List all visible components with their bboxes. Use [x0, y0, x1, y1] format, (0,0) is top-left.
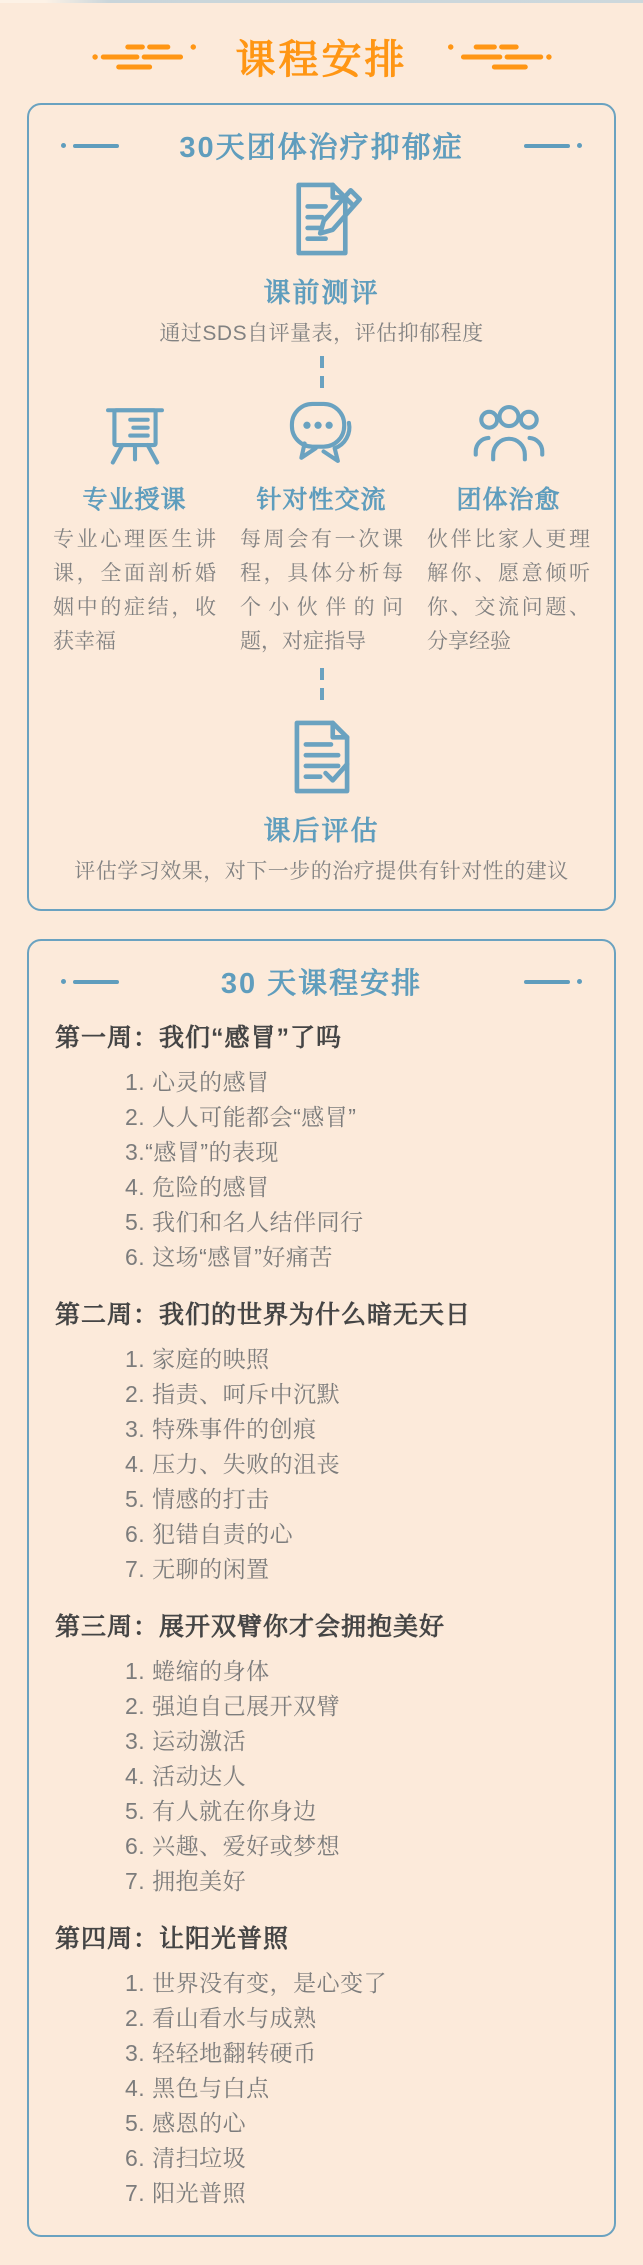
- document-check-icon: [279, 714, 365, 800]
- list-item: 2. 指责、呵斥中沉默: [125, 1381, 341, 1408]
- list-item: 5. 我们和名人结伴同行: [125, 1209, 364, 1236]
- document-pencil-icon: [279, 176, 365, 262]
- pillar-teaching: [53, 396, 216, 659]
- list-item: 3. 运动激活: [125, 1728, 247, 1755]
- week-4-list: [53, 1966, 590, 2211]
- list-item: 3. 轻轻地翻转硬币: [125, 2040, 317, 2067]
- list-item: 2. 强迫自己展开双臂: [125, 1693, 341, 1720]
- pre-assessment-title: 课前测评: [263, 278, 380, 308]
- list-item: 4. 活动达人: [125, 1763, 247, 1790]
- dash-dot-ornament-right: [524, 979, 582, 984]
- chat-bubbles-icon: [284, 396, 360, 472]
- week-3-list: [53, 1654, 590, 1899]
- list-item: 3. 特殊事件的创痕: [125, 1416, 317, 1443]
- pillars-row: [53, 396, 590, 659]
- dashed-connector: [320, 356, 324, 390]
- schedule-card-title-row: [53, 961, 590, 1002]
- list-item: 5. 情感的打击: [125, 1486, 270, 1513]
- week-2-heading: 第二周：我们的世界为什么暗无天日: [55, 1301, 472, 1330]
- list-item: 2. 看山看水与成熟: [125, 2005, 317, 2032]
- pre-assessment-step: [53, 170, 590, 347]
- pillar-teaching-title: 专业授课: [82, 486, 187, 514]
- week-4-heading: 第四周：让阳光普照: [55, 1925, 290, 1954]
- post-assessment-title: 课后评估: [263, 816, 380, 847]
- week-1-heading: 第一周：我们“感冒”了吗: [55, 1024, 343, 1053]
- list-item: 7. 无聊的闲置: [125, 1556, 270, 1583]
- list-item: 6. 清扫垃圾: [125, 2145, 247, 2172]
- dash-dot-ornament-left: [61, 143, 119, 148]
- list-item: 4. 压力、失败的沮丧: [125, 1451, 341, 1478]
- list-item: 5. 有人就在你身边: [125, 1798, 317, 1825]
- list-item: 6. 兴趣、爱好或梦想: [125, 1833, 341, 1860]
- therapy-card: [27, 103, 616, 911]
- pillar-group-healing-desc: 伙伴比家人更理解你、愿意倾听你、交流问题、分享经验: [427, 528, 590, 654]
- list-item: 1. 蜷缩的身体: [125, 1658, 270, 1685]
- list-item: 7. 拥抱美好: [125, 1868, 247, 1895]
- therapy-card-title: 30天团体治疗抑郁症: [179, 132, 464, 164]
- pillar-communication: [240, 396, 403, 659]
- pillar-communication-desc: 每周会有一次课程，具体分析每个小伙伴的问题，对症指导: [240, 528, 403, 654]
- pre-assessment-desc: 通过SDS自评量表，评估抑郁程度: [159, 322, 484, 345]
- cloud-ornament-icon: [442, 37, 554, 77]
- therapy-card-title-row: [53, 125, 590, 166]
- list-item: 6. 这场“感冒”好痛苦: [125, 1244, 333, 1271]
- dash-dot-ornament-left: [61, 979, 119, 984]
- list-item: 5. 感恩的心: [125, 2110, 247, 2137]
- list-item: 1. 家庭的映照: [125, 1346, 270, 1373]
- pillar-teaching-desc: 专业心理医生讲课，全面剖析婚姻中的症结，收获幸福: [53, 528, 216, 654]
- post-assessment-desc: 评估学习效果，对下一步的治疗提供有针对性的建议: [74, 860, 569, 884]
- list-item: 4. 黑色与白点: [125, 2075, 270, 2102]
- pillar-group-healing: [427, 396, 590, 659]
- list-item: 4. 危险的感冒: [125, 1174, 270, 1201]
- blackboard-icon: [97, 396, 173, 472]
- week-1-list: [53, 1065, 590, 1275]
- list-item: 6. 犯错自责的心: [125, 1521, 294, 1548]
- list-item: 1. 世界没有变，是心变了: [125, 1970, 388, 1997]
- week-2-list: [53, 1342, 590, 1587]
- schedule-card: [27, 939, 616, 2237]
- main-header: [0, 3, 643, 103]
- post-assessment-step: [53, 708, 590, 885]
- pillar-communication-title: 针对性交流: [256, 486, 387, 514]
- dashed-connector: [320, 668, 324, 702]
- pillar-group-healing-title: 团体治愈: [456, 486, 561, 514]
- dash-dot-ornament-right: [524, 143, 582, 148]
- list-item: 2. 人人可能都会“感冒”: [125, 1104, 357, 1131]
- schedule-card-title: 30 天课程安排: [220, 968, 423, 1001]
- list-item: 1. 心灵的感冒: [125, 1069, 270, 1096]
- week-3-heading: 第三周：展开双臂你才会拥抱美好: [55, 1613, 446, 1642]
- cloud-ornament-icon: [90, 37, 202, 77]
- group-people-icon: [471, 396, 547, 472]
- list-item: 7. 阳光普照: [125, 2180, 247, 2207]
- page-title: 课程安排: [235, 38, 408, 82]
- list-item: 3.“感冒”的表现: [125, 1139, 279, 1166]
